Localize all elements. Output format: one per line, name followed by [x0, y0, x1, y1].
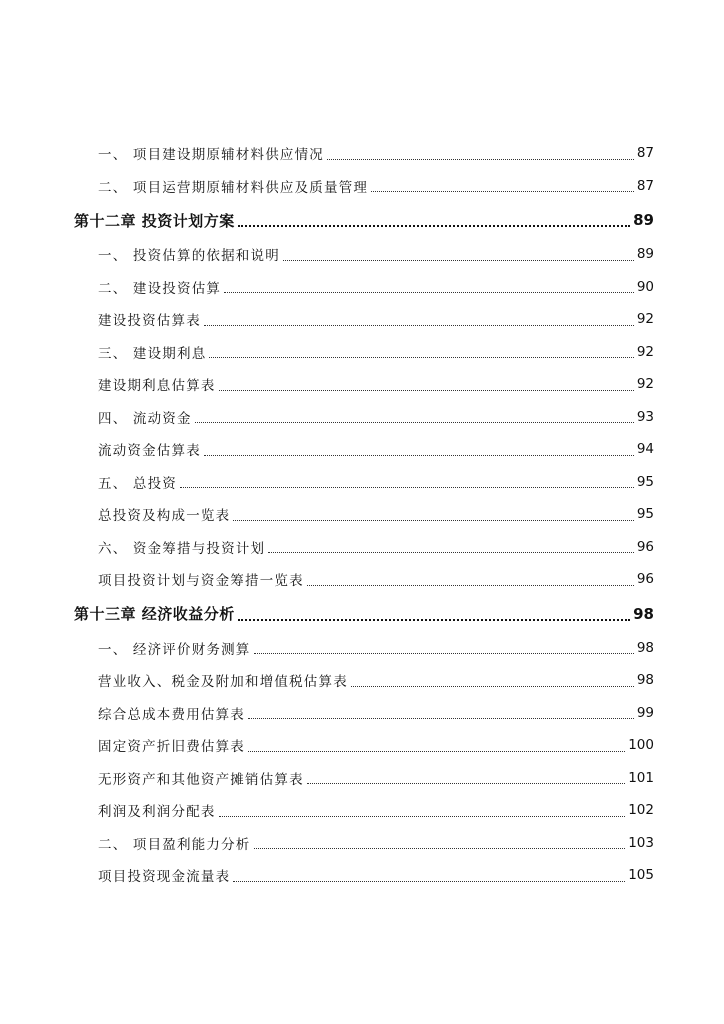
toc-entry-page: 92	[636, 343, 654, 360]
toc-entry-page: 103	[628, 834, 654, 851]
toc-entry[interactable]	[74, 632, 654, 665]
leader-dots	[307, 782, 625, 784]
toc-entry-page: 99	[636, 704, 654, 721]
leader-dots	[238, 618, 630, 621]
toc-entry-title: 六、 资金筹措与投资计划	[98, 540, 266, 557]
toc-entry-title: 建设投资估算表	[98, 313, 201, 330]
toc-entry-page: 87	[636, 177, 654, 194]
toc-entry-page: 92	[636, 311, 654, 328]
toc-entry[interactable]	[74, 303, 654, 336]
toc-entry[interactable]	[74, 433, 654, 466]
toc-entry-title: 一、 经济评价财务测算	[98, 641, 251, 658]
leader-dots	[238, 224, 630, 227]
toc-chapter-page: 89	[633, 211, 654, 229]
leader-dots	[204, 324, 634, 326]
toc-entry-page: 90	[636, 278, 654, 295]
toc-entry-page: 93	[636, 408, 654, 425]
toc-entry-page: 92	[636, 376, 654, 393]
toc-entry-title: 项目投资现金流量表	[98, 869, 231, 886]
toc-entry-page: 98	[636, 672, 654, 689]
toc-entry-page: 89	[636, 246, 654, 263]
toc-entry[interactable]	[74, 336, 654, 369]
toc-entry[interactable]	[74, 827, 654, 860]
toc-entry-title: 利润及利润分配表	[98, 804, 216, 821]
toc-entry-title: 流动资金估算表	[98, 443, 201, 460]
toc-entry-title: 二、 项目盈利能力分析	[98, 836, 251, 853]
toc-entry-page: 94	[636, 441, 654, 458]
leader-dots	[233, 880, 625, 882]
toc-entry-page: 96	[636, 538, 654, 555]
toc-entry-page: 101	[628, 769, 654, 786]
toc-entry-title: 五、 总投资	[98, 475, 177, 492]
toc-entry-page: 98	[636, 639, 654, 656]
toc-entry[interactable]	[74, 238, 654, 271]
toc-entry[interactable]	[74, 563, 654, 596]
toc-entry[interactable]	[74, 498, 654, 531]
toc-entry[interactable]	[74, 531, 654, 564]
toc-entry-title: 综合总成本费用估算表	[98, 706, 245, 723]
toc-entry-title: 无形资产和其他资产摊销估算表	[98, 771, 304, 788]
toc-entry[interactable]	[74, 368, 654, 401]
toc-chapter-title: 第十二章 投资计划方案	[74, 211, 235, 230]
leader-dots	[233, 519, 634, 521]
leader-dots	[327, 158, 634, 160]
toc-entry-title: 建设期利息估算表	[98, 378, 216, 395]
leader-dots	[254, 652, 634, 654]
toc-entry[interactable]	[74, 794, 654, 827]
toc-chapter-entry[interactable]	[74, 202, 654, 238]
leader-dots	[204, 454, 634, 456]
toc-entry-page: 105	[628, 867, 654, 884]
toc-entry-title: 三、 建设期利息	[98, 345, 207, 362]
toc-entry[interactable]	[74, 762, 654, 795]
toc-entry-page: 87	[636, 145, 654, 162]
leader-dots	[224, 291, 634, 293]
toc-entry-title: 二、 项目运营期原辅材料供应及质量管理	[98, 179, 369, 196]
leader-dots	[283, 259, 634, 261]
toc-chapter-entry[interactable]	[74, 596, 654, 632]
toc-entry-page: 102	[628, 802, 654, 819]
toc-entry-page: 95	[636, 473, 654, 490]
toc-entry[interactable]	[74, 859, 654, 892]
toc-entry-title: 四、 流动资金	[98, 410, 192, 427]
leader-dots	[268, 551, 634, 553]
toc-entry[interactable]	[74, 664, 654, 697]
toc-entry[interactable]	[74, 697, 654, 730]
toc-entry-page: 100	[628, 737, 654, 754]
table-of-contents	[74, 137, 654, 892]
toc-chapter-page: 98	[633, 604, 654, 623]
toc-entry-page: 96	[636, 571, 654, 588]
toc-entry[interactable]	[74, 271, 654, 304]
leader-dots	[219, 389, 634, 391]
toc-entry[interactable]	[74, 170, 654, 203]
leader-dots	[351, 685, 634, 687]
toc-entry[interactable]	[74, 137, 654, 170]
leader-dots	[219, 815, 626, 817]
leader-dots	[307, 584, 634, 586]
toc-entry-title: 总投资及构成一览表	[98, 508, 231, 525]
toc-chapter-title: 第十三章 经济收益分析	[74, 605, 235, 623]
leader-dots	[254, 847, 626, 849]
toc-entry-title: 项目投资计划与资金筹措一览表	[98, 573, 304, 590]
toc-entry[interactable]	[74, 466, 654, 499]
toc-entry[interactable]	[74, 729, 654, 762]
leader-dots	[209, 356, 633, 358]
leader-dots	[248, 750, 625, 752]
leader-dots	[371, 190, 634, 192]
toc-entry-title: 一、 投资估算的依据和说明	[98, 248, 280, 265]
leader-dots	[248, 717, 634, 719]
toc-entry-page: 95	[636, 506, 654, 523]
leader-dots	[180, 486, 634, 488]
leader-dots	[195, 421, 634, 423]
toc-entry-title: 一、 项目建设期原辅材料供应情况	[98, 147, 324, 164]
toc-entry-title: 固定资产折旧费估算表	[98, 739, 245, 756]
toc-entry-title: 营业收入、税金及附加和增值税估算表	[98, 674, 348, 691]
toc-entry[interactable]	[74, 401, 654, 434]
toc-entry-title: 二、 建设投资估算	[98, 280, 222, 297]
